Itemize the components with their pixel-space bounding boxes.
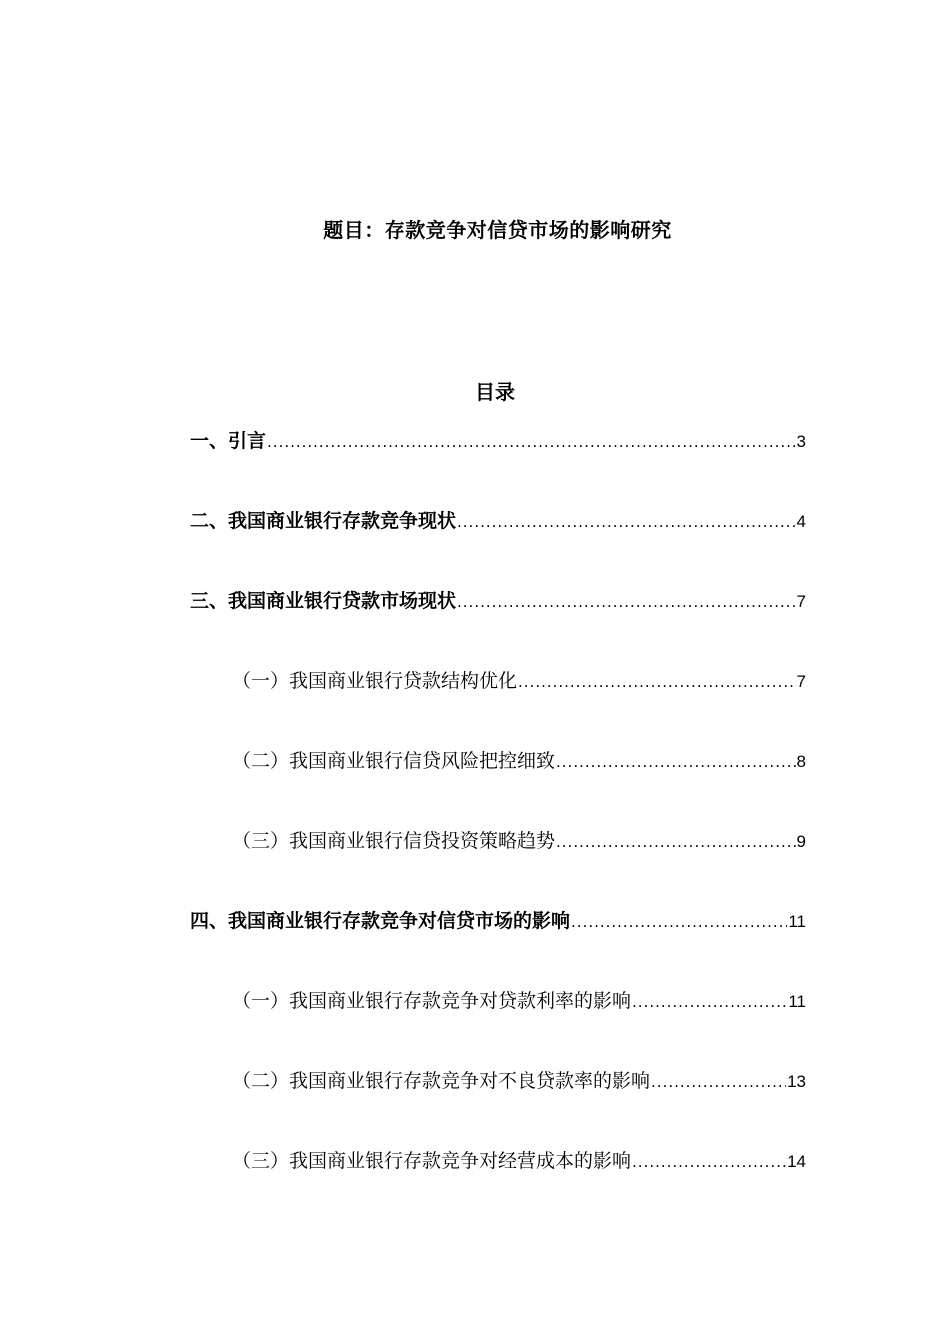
toc-entry-page-number: 7: [796, 672, 806, 691]
dot-leader: [632, 987, 787, 1017]
toc-entry-page-number: 13: [787, 1072, 806, 1091]
dot-leader: [651, 1067, 786, 1097]
toc-entry-introduction[interactable]: [190, 426, 806, 456]
toc-entry-credit-risk-control[interactable]: [232, 746, 806, 776]
dot-leader: [632, 1147, 786, 1177]
toc-entry-loan-interest-rate-impact[interactable]: [232, 986, 806, 1016]
toc-entry-label: （一）我国商业银行贷款结构优化: [232, 670, 518, 692]
toc-entry-page-number: 3: [796, 432, 806, 451]
toc-entry-label: （三）我国商业银行存款竞争对经营成本的影响: [232, 1150, 632, 1172]
toc-entry-loan-market-status[interactable]: [190, 586, 806, 616]
toc-entry-page-number: 8: [796, 752, 806, 771]
toc-entry-page-number: 7: [796, 592, 806, 611]
toc-entry-label: 二、我国商业银行存款竞争现状: [190, 510, 457, 532]
dot-leader: [556, 747, 796, 777]
dot-leader: [556, 827, 796, 857]
toc-entry-loan-structure[interactable]: [232, 666, 806, 696]
toc-entry-operating-cost-impact[interactable]: [232, 1146, 806, 1176]
toc-entry-page-number: 11: [788, 992, 806, 1011]
toc-heading: 目录: [475, 380, 515, 404]
toc-entry-page-number: 11: [788, 912, 806, 931]
toc-entry-npl-ratio-impact[interactable]: [232, 1066, 806, 1096]
document-title: 题目：存款竞争对信贷市场的影响研究: [323, 218, 672, 242]
toc-entry-credit-investment-strategy[interactable]: [232, 826, 806, 856]
dot-leader: [571, 907, 787, 937]
toc-entry-label: 一、引言: [190, 430, 267, 452]
toc-entry-deposit-competition-status[interactable]: [190, 506, 806, 536]
toc-entry-label: （二）我国商业银行信贷风险把控细致: [232, 750, 556, 772]
toc-entry-page-number: 4: [796, 512, 806, 531]
toc-entry-competition-impact[interactable]: [190, 906, 806, 936]
dot-leader: [267, 427, 796, 457]
toc-entry-label: 四、我国商业银行存款竞争对信贷市场的影响: [190, 910, 571, 932]
dot-leader: [518, 667, 796, 697]
toc-entry-label: （一）我国商业银行存款竞争对贷款利率的影响: [232, 990, 632, 1012]
toc-entry-label: （三）我国商业银行信贷投资策略趋势: [232, 830, 556, 852]
toc-entry-label: （二）我国商业银行存款竞争对不良贷款率的影响: [232, 1070, 651, 1092]
toc-entry-label: 三、我国商业银行贷款市场现状: [190, 590, 457, 612]
toc-entry-page-number: 14: [787, 1152, 806, 1171]
toc-entry-page-number: 9: [796, 832, 806, 851]
dot-leader: [457, 507, 796, 537]
dot-leader: [457, 587, 796, 617]
